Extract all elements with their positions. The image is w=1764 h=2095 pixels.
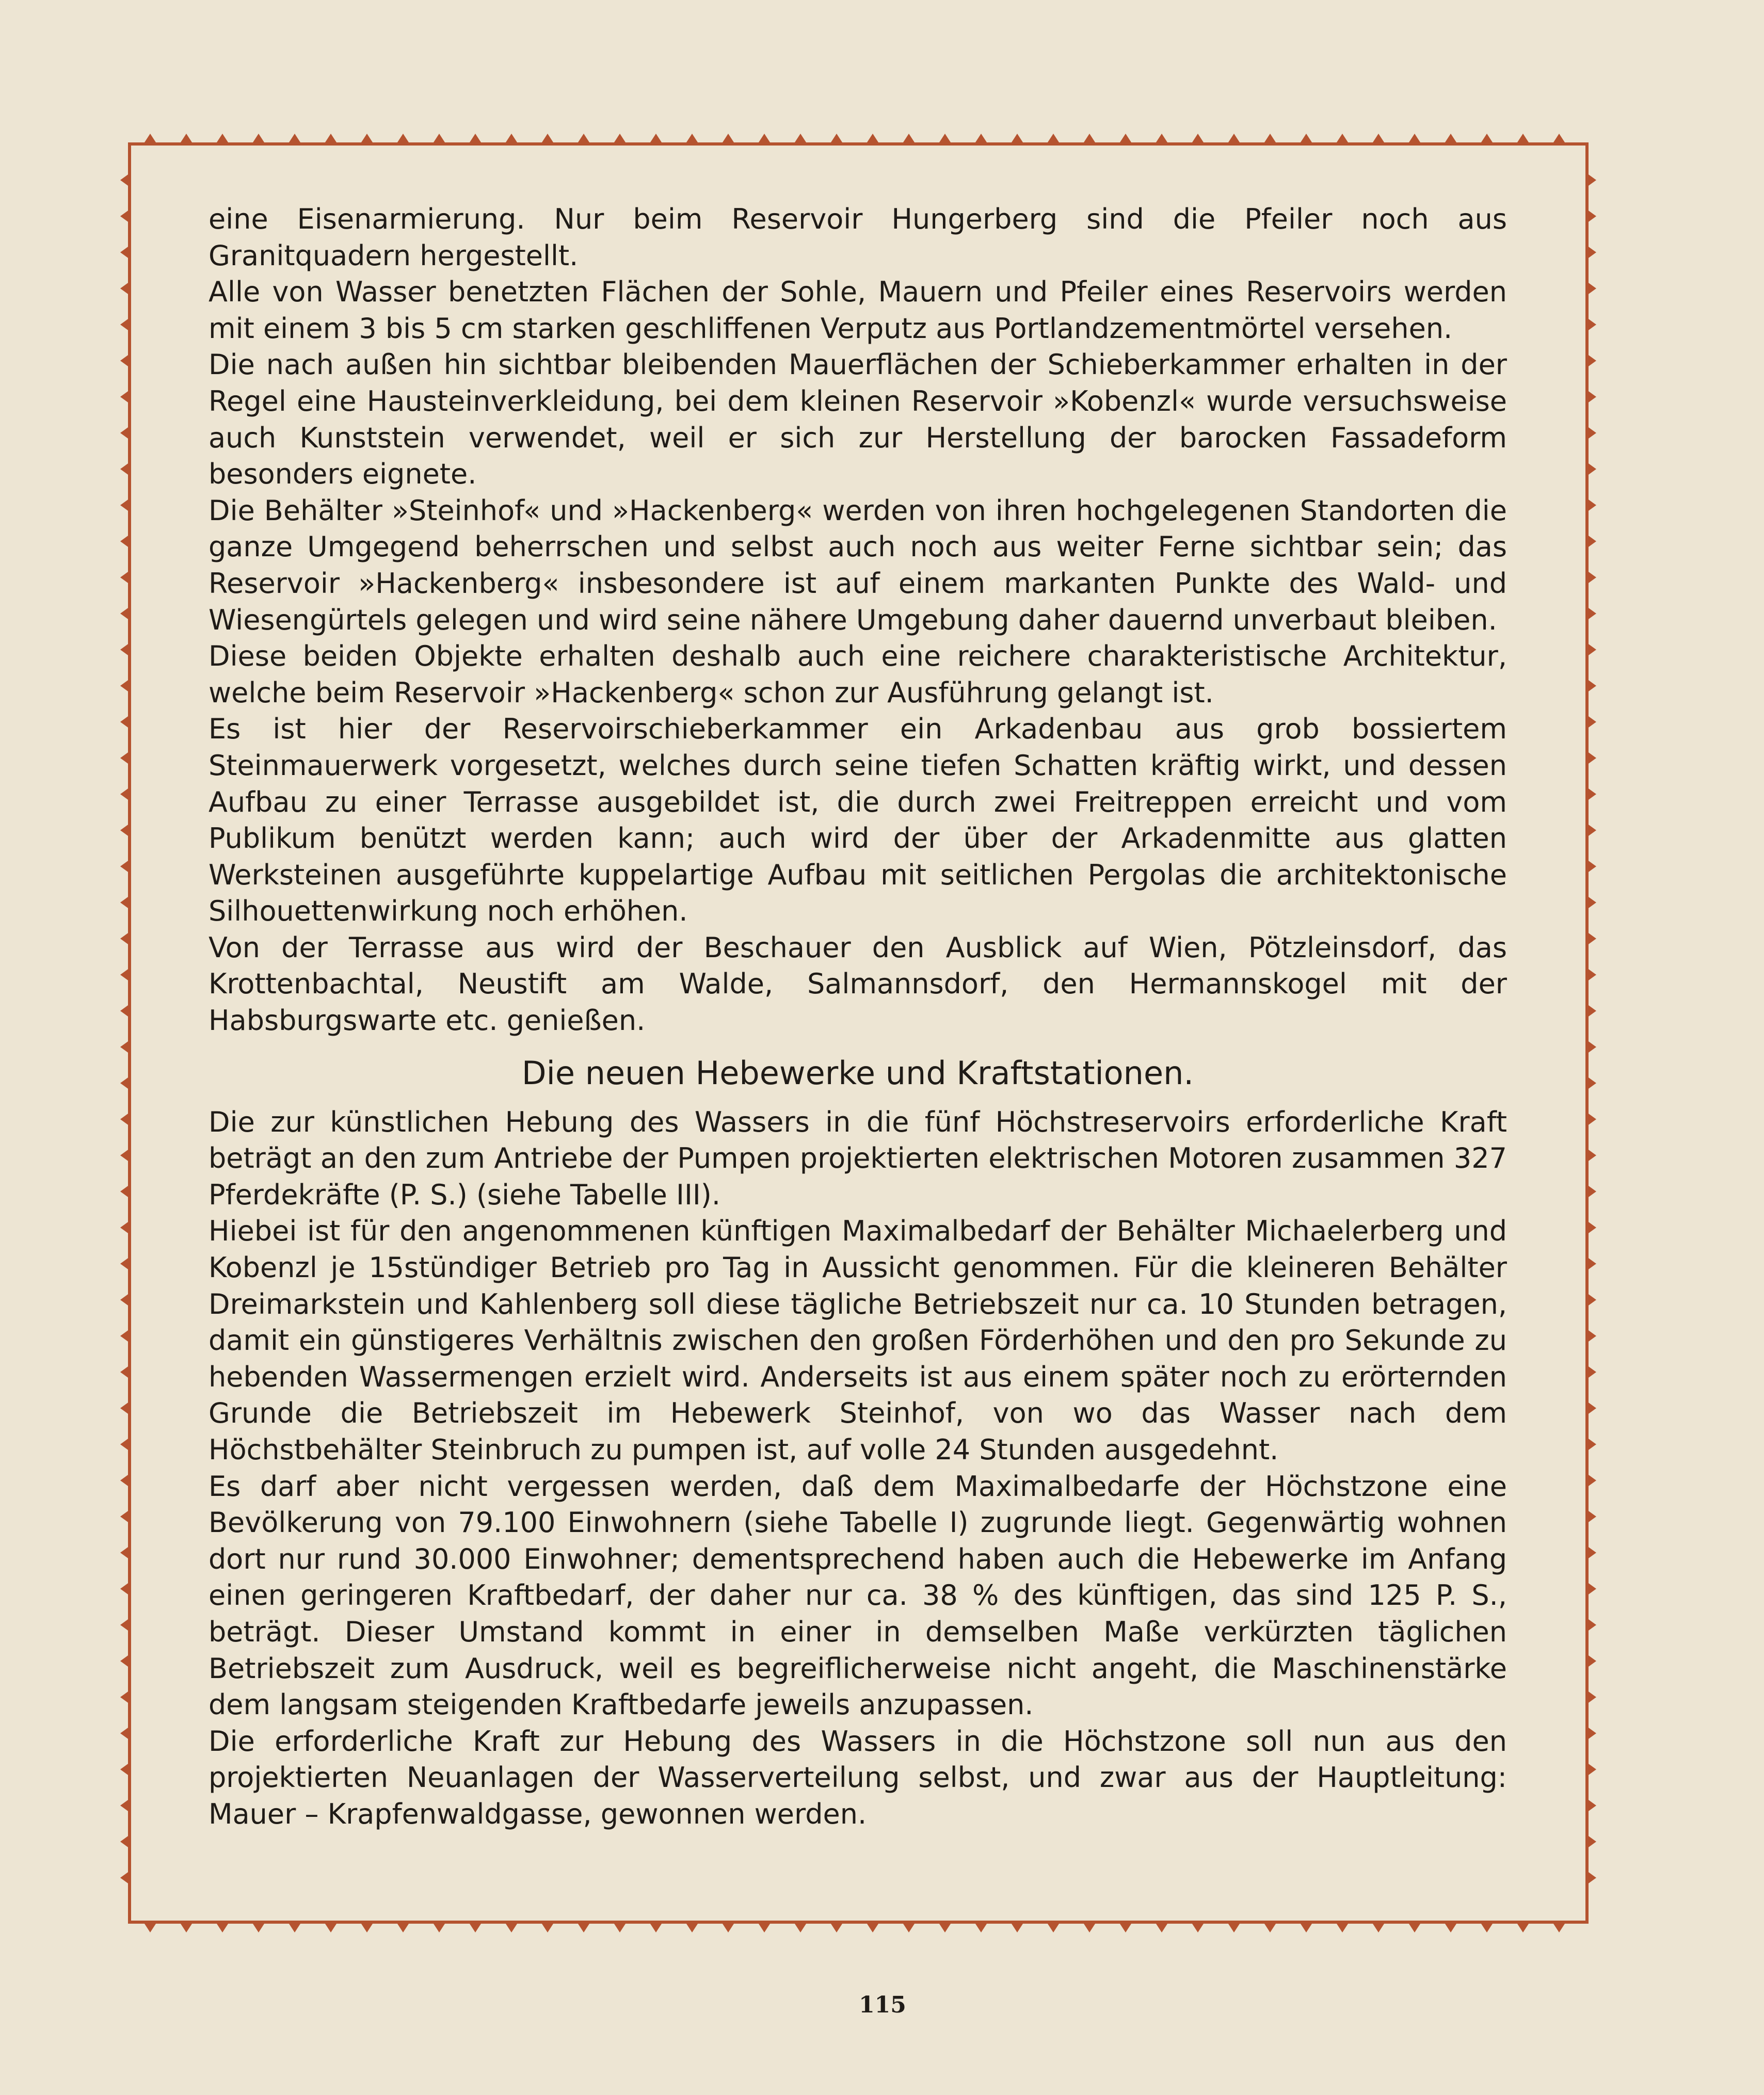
- paragraph: Hiebei ist für den angenommenen künftigen Maximalbedarf der Behälter Michaelerberg und Kobenzl je 15stündiger Betrieb pro Tag in Aussicht genommen. Für die kleineren Behälter Dreimarkstein und Kahlenberg soll diese tägliche Betriebszeit nur ca. 10 Stunden betragen, damit ein günstigeres Verhältnis zwischen den großen Förderhöhen und den pro Sekunde zu hebenden Wassermengen erzielt wird. Anderseits ist aus einem später noch zu erörternden Grunde die Betriebszeit im Hebewerk Steinhof, von wo das Wasser nach dem Höchstbehälter Steinbruch zu pumpen ist, auf volle 24 Stunden ausgedehnt.: [209, 1215, 1507, 1466]
- border-triangle: [1300, 1922, 1313, 1932]
- border-triangle: [120, 1582, 130, 1596]
- border-triangle: [1587, 498, 1596, 512]
- border-triangle: [505, 1922, 518, 1932]
- border-triangle: [1516, 1922, 1530, 1932]
- border-triangle: [120, 1040, 130, 1054]
- border-triangle: [120, 607, 130, 620]
- paragraph: Es darf aber nicht vergessen werden, daß dem Maximalbedarfe der Höchstzone eine Bevölkerung von 79.100 Einwohnern (siehe Tabelle I) zugrunde liegt. Gegenwärtig wohnen dort nur rund 30.000 Einwohner; dementsprechend haben auch die Hebewerke im Anfang einen geringeren Kraftbedarf, der daher nur ca. 38 % des künftigen, das sind 125 P. S., beträgt. Dieser Umstand kommt in einer in demselben Maße verkürzten täglichen Betriebszeit zum Ausdruck, weil es begreiflicherweise nicht angeht, die Maschinenstärke dem langsam steigenden Kraftbedarfe jeweils anzupassen.: [209, 1470, 1507, 1721]
- border-triangle: [180, 1922, 193, 1932]
- border-triangle: [1587, 1871, 1596, 1884]
- border-triangle: [120, 1113, 130, 1126]
- border-triangle: [288, 1922, 301, 1932]
- border-triangle: [1587, 751, 1596, 765]
- border-triangle: [758, 134, 771, 144]
- border-triangle: [120, 1438, 130, 1451]
- border-triangle: [1587, 1763, 1596, 1776]
- paragraph: Diese beiden Objekte erhalten deshalb auch eine reichere charakteristische Architektur, welche beim Reservoir »Hackenberg« schon zur Ausführung gelangt ist.: [209, 640, 1507, 709]
- border-triangle: [1587, 571, 1596, 584]
- border-triangle: [1587, 715, 1596, 729]
- border-triangle: [120, 1257, 130, 1270]
- border-triangle: [974, 1922, 988, 1932]
- border-triangle: [1587, 1365, 1596, 1379]
- border-triangle: [1047, 1922, 1060, 1932]
- border-triangle: [120, 932, 130, 945]
- border-triangle: [216, 1922, 229, 1932]
- border-triangle: [1011, 1922, 1024, 1932]
- border-triangle: [1587, 787, 1596, 801]
- border-triangle: [1263, 1922, 1277, 1932]
- border-triangle: [866, 1922, 879, 1932]
- border-triangle: [396, 134, 410, 144]
- border-triangle: [120, 462, 130, 476]
- border-triangle: [1587, 1293, 1596, 1307]
- border-triangle: [120, 426, 130, 440]
- border-triangle: [1227, 1922, 1241, 1932]
- border-triangle: [1587, 1329, 1596, 1343]
- border-triangle: [758, 1922, 771, 1932]
- border-triangle: [120, 1004, 130, 1018]
- border-triangle: [505, 134, 518, 144]
- border-triangle: [902, 1922, 916, 1932]
- paragraph: Es ist hier der Reservoirschieberkammer ein Arkadenbau aus grob bossiertem Steinmauerwerk vorgesetzt, welches durch seine tiefen Schatten kräftig wirkt, und dessen Aufbau zu einer Terrasse ausgebildet ist, die durch zwei Freitreppen erreicht und vom Publikum benützt werden kann; auch wird der über der Arkadenmitte aus glatten Werksteinen ausgeführte kuppelartige Aufbau mit seitlichen Pergolas die architektonische Silhouettenwirkung noch erhöhen.: [209, 713, 1507, 928]
- border-triangle: [1263, 134, 1277, 144]
- border-triangle: [120, 1510, 130, 1523]
- border-triangle: [120, 787, 130, 801]
- border-triangle: [120, 751, 130, 765]
- border-triangle: [1587, 354, 1596, 367]
- border-triangle: [1191, 1922, 1205, 1932]
- paragraph: Die Behälter »Steinhof« und »Hackenberg« werden von ihren hochgelegenen Standorten die ganze Umgegend beherrschen und selbst auch noch aus weiter Ferne sichtbar sein; das Reservoir »Hackenberg« insbesondere ist auf einem markanten Punkte des Wald- und Wiesengürtels gelegen und wird seine nähere Umgebung daher dauernd unverbaut bleiben.: [209, 494, 1507, 636]
- border-triangle: [1408, 134, 1421, 144]
- border-triangle: [1587, 679, 1596, 692]
- border-triangle: [469, 134, 482, 144]
- border-triangle: [120, 1185, 130, 1198]
- border-triangle: [120, 1727, 130, 1740]
- border-triangle: [360, 1922, 374, 1932]
- border-triangle: [120, 1221, 130, 1234]
- border-triangle: [120, 860, 130, 873]
- border-triangle: [120, 318, 130, 331]
- border-triangle: [1587, 1835, 1596, 1848]
- border-triangle: [577, 134, 590, 144]
- border-triangle: [541, 134, 554, 144]
- border-triangle: [432, 134, 446, 144]
- border-triangle: [252, 1922, 265, 1932]
- border-triangle: [1552, 134, 1566, 144]
- border-triangle: [1083, 1922, 1096, 1932]
- border-triangle: [1587, 1004, 1596, 1018]
- border-triangle: [1587, 1149, 1596, 1162]
- paragraph: Die zur künstlichen Hebung des Wassers in die fünf Höchstreservoirs erforderliche Kraft beträgt an den zum Antriebe der Pumpen projektierten elektrischen Motoren zusammen 327 Pferdekräfte (P. S.) (siehe Tabelle III).: [209, 1105, 1507, 1211]
- border-triangle: [1587, 1113, 1596, 1126]
- border-triangle: [830, 134, 843, 144]
- border-triangle: [1587, 824, 1596, 837]
- border-triangle: [685, 134, 699, 144]
- border-triangle: [1587, 390, 1596, 404]
- border-triangle: [120, 1763, 130, 1776]
- border-triangle: [649, 1922, 663, 1932]
- border-triangle: [469, 1922, 482, 1932]
- border-triangle: [120, 679, 130, 692]
- border-triangle: [794, 1922, 807, 1932]
- border-triangle: [120, 968, 130, 981]
- border-triangle: [120, 498, 130, 512]
- border-triangle: [1587, 1510, 1596, 1523]
- paragraph: Von der Terrasse aus wird der Beschauer den Ausblick auf Wien, Pötzleinsdorf, das Krottenbachtal, Neustift am Walde, Salmannsdorf, den Hermannskogel mit der Habsburgswarte etc. genießen.: [209, 931, 1507, 1037]
- border-triangle: [324, 134, 338, 144]
- border-triangle: [577, 1922, 590, 1932]
- paragraph: eine Eisenarmierung. Nur beim Reservoir Hungerberg sind die Pfeiler noch aus Granitquadern hergestellt.: [209, 203, 1507, 272]
- border-triangle: [1300, 134, 1313, 144]
- border-triangle: [120, 1835, 130, 1848]
- border-triangle: [120, 571, 130, 584]
- border-triangle: [143, 134, 157, 144]
- border-triangle: [1119, 1922, 1132, 1932]
- border-triangle: [1480, 134, 1494, 144]
- border-triangle: [1587, 1257, 1596, 1270]
- border-triangle: [1587, 1185, 1596, 1198]
- border-triangle: [360, 134, 374, 144]
- border-triangle: [866, 134, 879, 144]
- border-triangle: [143, 1922, 157, 1932]
- border-triangle: [216, 134, 229, 144]
- paragraph: Die erforderliche Kraft zur Hebung des Wassers in die Höchstzone soll nun aus den projektierten Neuanlagen der Wasserverteilung selbst, und zwar aus der Hauptleitung: Mauer – Krapfenwaldgasse, gewonnen werden.: [209, 1725, 1507, 1830]
- border-triangle: [324, 1922, 338, 1932]
- border-triangle: [1011, 134, 1024, 144]
- border-triangle: [1587, 1076, 1596, 1090]
- border-triangle: [120, 1329, 130, 1343]
- border-triangle: [432, 1922, 446, 1932]
- border-triangle: [1480, 1922, 1494, 1932]
- border-triangle: [1587, 1618, 1596, 1632]
- border-triangle: [1587, 246, 1596, 259]
- border-triangle: [1587, 896, 1596, 909]
- border-triangle: [541, 1922, 554, 1932]
- border-triangle: [1587, 318, 1596, 331]
- border-triangle: [120, 1474, 130, 1487]
- border-triangle: [180, 134, 193, 144]
- border-triangle: [120, 1365, 130, 1379]
- border-triangle: [794, 134, 807, 144]
- border-triangle: [1587, 462, 1596, 476]
- border-triangle: [830, 1922, 843, 1932]
- border-triangle: [120, 282, 130, 295]
- border-triangle: [1408, 1922, 1421, 1932]
- border-triangle: [1587, 426, 1596, 440]
- border-triangle: [120, 643, 130, 656]
- border-triangle: [1587, 1040, 1596, 1054]
- border-triangle: [396, 1922, 410, 1932]
- border-triangle: [1587, 535, 1596, 548]
- border-triangle: [1155, 134, 1168, 144]
- border-triangle: [120, 1546, 130, 1559]
- border-triangle: [1587, 282, 1596, 295]
- page-number: 115: [859, 1992, 906, 2018]
- border-triangle: [1227, 134, 1241, 144]
- main-text: [209, 201, 1507, 1833]
- border-triangle: [938, 1922, 952, 1932]
- border-triangle: [1047, 134, 1060, 144]
- border-triangle: [1587, 1654, 1596, 1668]
- border-triangle: [120, 1149, 130, 1162]
- border-triangle: [1587, 1727, 1596, 1740]
- border-triangle: [613, 1922, 627, 1932]
- border-triangle: [938, 134, 952, 144]
- border-triangle: [1587, 210, 1596, 223]
- border-triangle: [1516, 134, 1530, 144]
- border-triangle: [649, 134, 663, 144]
- border-triangle: [120, 1654, 130, 1668]
- border-triangle: [120, 1871, 130, 1884]
- border-triangle: [1191, 134, 1205, 144]
- border-triangle: [721, 1922, 735, 1932]
- border-triangle: [1119, 134, 1132, 144]
- border-triangle: [120, 715, 130, 729]
- border-triangle: [721, 134, 735, 144]
- border-triangle: [1336, 1922, 1349, 1932]
- paragraph: Alle von Wasser benetzten Flächen der Sohle, Mauern und Pfeiler eines Reservoirs werden mit einem 3 bis 5 cm starken geschliffenen Verputz aus Portlandzementmörtel versehen.: [209, 276, 1507, 345]
- border-triangle: [1444, 1922, 1457, 1932]
- border-triangle: [1587, 1690, 1596, 1704]
- border-triangle: [1587, 1546, 1596, 1559]
- border-triangle: [120, 1076, 130, 1090]
- border-triangle: [1552, 1922, 1566, 1932]
- border-triangle: [1587, 932, 1596, 945]
- section-heading: Die neuen Hebewerke und Kraftstationen.: [521, 1054, 1194, 1092]
- border-triangle: [1587, 968, 1596, 981]
- border-triangle: [1587, 1582, 1596, 1596]
- border-triangle: [120, 1799, 130, 1812]
- border-triangle: [685, 1922, 699, 1932]
- border-triangle: [120, 896, 130, 909]
- border-triangle: [1587, 1799, 1596, 1812]
- border-triangle: [1155, 1922, 1168, 1932]
- border-triangle: [288, 134, 301, 144]
- border-triangle: [1083, 134, 1096, 144]
- border-triangle: [1587, 1401, 1596, 1415]
- border-triangle: [613, 134, 627, 144]
- border-triangle: [120, 1618, 130, 1632]
- border-triangle: [120, 1401, 130, 1415]
- border-triangle: [120, 173, 130, 187]
- border-triangle: [120, 824, 130, 837]
- border-triangle: [120, 210, 130, 223]
- border-triangle: [120, 535, 130, 548]
- border-triangle: [252, 134, 265, 144]
- border-triangle: [902, 134, 916, 144]
- border-triangle: [120, 390, 130, 404]
- border-triangle: [1372, 1922, 1385, 1932]
- border-triangle: [1587, 173, 1596, 187]
- border-triangle: [1587, 860, 1596, 873]
- border-triangle: [1587, 1221, 1596, 1234]
- paragraph: Die nach außen hin sichtbar bleibenden Mauerflächen der Schieberkammer erhalten in der Regel eine Hausteinverkleidung, bei dem kleinen Reservoir »Kobenzl« wurde versuchsweise auch Kunststein verwendet, weil er sich zur Herstellung der barocken Fassadeform besonders eignete.: [209, 348, 1507, 491]
- border-triangle: [1587, 643, 1596, 656]
- border-triangle: [120, 1690, 130, 1704]
- border-triangle: [1587, 1474, 1596, 1487]
- border-triangle: [1444, 134, 1457, 144]
- border-triangle: [120, 354, 130, 367]
- border-triangle: [1587, 607, 1596, 620]
- border-triangle: [120, 246, 130, 259]
- border-triangle: [974, 134, 988, 144]
- border-triangle: [1372, 134, 1385, 144]
- border-triangle: [120, 1293, 130, 1307]
- border-triangle: [1336, 134, 1349, 144]
- border-triangle: [1587, 1438, 1596, 1451]
